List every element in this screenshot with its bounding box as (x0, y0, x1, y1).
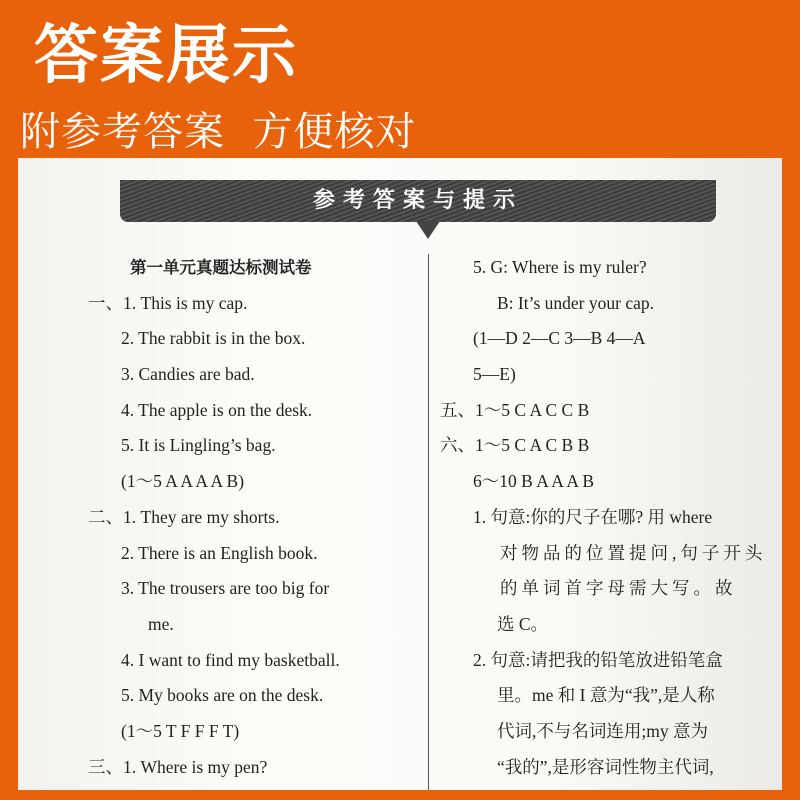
answer-line: 2. The rabbit is in the box. (121, 328, 306, 349)
answer-key: 六、1～5 C A C B B (440, 435, 590, 456)
answer-key: (1—D 2—C 3—B 4—A (473, 328, 646, 349)
answer-key: (1～5 T F F F T) (121, 720, 240, 741)
promo-title: 答案展示 (34, 19, 298, 93)
answer-line: 5. My books are on the desk. (121, 685, 324, 706)
answer-line: 3. The trousers are too big for (121, 578, 330, 599)
answer-line: 一、1. This is my cap. (88, 292, 248, 313)
answer-line: me. (148, 613, 174, 634)
explanation-line: 的单词首字母需大写。故 (500, 578, 737, 599)
explanation-line: 里。me 和 I 意为“我”,是人称 (497, 685, 715, 706)
explanation-line: 代词,不与名词连用;my 意为 (497, 720, 708, 741)
answer-line: 3. Candies are bad. (121, 364, 255, 385)
explanation-line: 选 C。 (497, 613, 549, 634)
answer-key: 6～10 B A A A B (473, 471, 595, 492)
answer-line: 4. I want to find my basketball. (121, 649, 340, 670)
right-column (438, 250, 782, 785)
answer-key: 5—E) (473, 364, 516, 385)
promo-subtitle: 附参考答案 方便核对 (20, 109, 417, 155)
unit-heading: 第一单元真题达标测试卷 (130, 258, 312, 277)
explanation-line: 1. 句意:你的尺子在哪? 用 where (473, 506, 713, 527)
answer-line: 5. It is Lingling’s bag. (121, 435, 276, 456)
banner-notch (416, 221, 440, 239)
section-banner: 参考答案与提示 (120, 180, 716, 222)
explanation-line: 2. 句意:请把我的铅笔放进铅笔盒 (473, 649, 723, 670)
answer-line: 2. There is an English book. (121, 542, 318, 563)
answer-line: 二、1. They are my shorts. (88, 506, 280, 527)
answer-line: 5. G: Where is my ruler? (473, 257, 647, 277)
answer-line: 4. The apple is on the desk. (121, 399, 313, 420)
explanation-line: “我的”,是形容词性物主代词, (497, 756, 714, 777)
answer-line: 三、1. Where is my pen? (88, 756, 268, 777)
answer-line: B: It’s under your cap. (497, 292, 654, 313)
answer-key: 五、1～5 C A C C B (440, 399, 590, 420)
answer-key: (1～5 A A A A B) (121, 471, 245, 492)
column-divider (428, 254, 429, 790)
left-column (18, 250, 423, 785)
answer-page (18, 158, 782, 790)
explanation-line: 对物品的位置提问,句子开头 (500, 542, 767, 563)
